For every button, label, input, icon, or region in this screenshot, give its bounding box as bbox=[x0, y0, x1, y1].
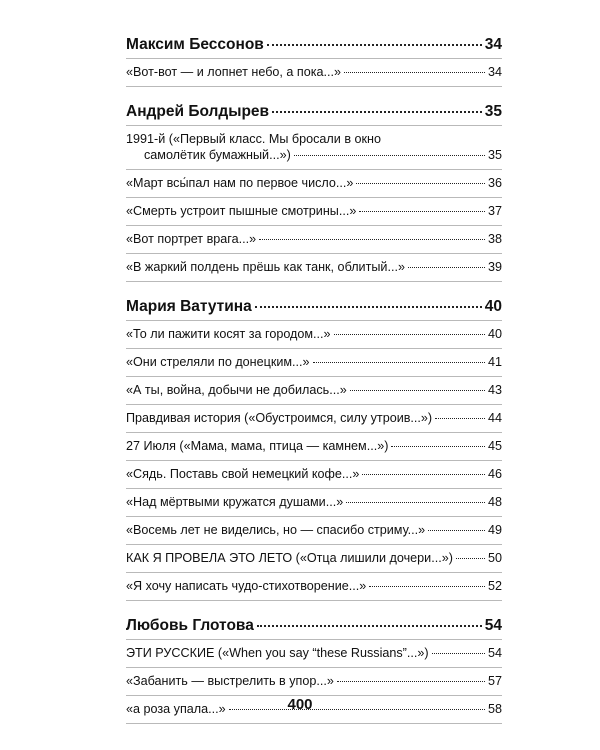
dot-leader bbox=[391, 446, 485, 447]
entry-title: «Сядь. Поставь свой немецкий кофе...» bbox=[126, 467, 360, 481]
entry-title: КАК Я ПРОВЕЛА ЭТО ЛЕТО («Отца лишили дочери...») bbox=[126, 551, 453, 565]
divider bbox=[126, 281, 502, 282]
entry-page-number: 52 bbox=[487, 579, 502, 593]
table-of-contents bbox=[126, 30, 502, 738]
dot-leader bbox=[432, 653, 485, 654]
entry-title: «Вот портрет врага...» bbox=[126, 232, 257, 246]
dot-leader bbox=[337, 681, 485, 682]
entry-page-number: 34 bbox=[487, 65, 502, 79]
toc-entry bbox=[126, 517, 502, 544]
dot-leader bbox=[272, 111, 482, 113]
divider bbox=[126, 600, 502, 601]
entry-title: «В жаркий полдень прёшь как танк, облитый...» bbox=[126, 260, 405, 274]
toc-entry bbox=[126, 433, 502, 460]
entry-title: «Они стреляли по донецким...» bbox=[126, 355, 310, 369]
toc-entry bbox=[126, 668, 502, 695]
dot-leader bbox=[408, 267, 485, 268]
dot-leader bbox=[344, 72, 485, 73]
toc-entry bbox=[126, 254, 502, 281]
toc-entry bbox=[126, 226, 502, 253]
toc-section bbox=[126, 296, 502, 601]
toc-entry bbox=[126, 461, 502, 488]
dot-leader bbox=[257, 625, 482, 627]
entry-page-number: 54 bbox=[487, 646, 502, 660]
entry-page-number: 46 bbox=[487, 467, 502, 481]
entry-page-number: 58 bbox=[487, 702, 502, 716]
entry-title: 27 Июля («Мама, мама, птица — камнем...») bbox=[126, 439, 389, 453]
entry-page-number: 44 bbox=[487, 411, 502, 425]
dot-leader bbox=[362, 474, 485, 475]
entry-title: Правдивая история («Обустроимся, силу утроив...») bbox=[126, 411, 433, 425]
dot-leader bbox=[267, 44, 482, 46]
toc-entry bbox=[126, 405, 502, 432]
entry-title-line1: 1991-й («Первый класс. Мы бросали в окно bbox=[126, 132, 381, 146]
entry-page-number: 48 bbox=[487, 495, 502, 509]
toc-entry bbox=[126, 126, 502, 169]
dot-leader bbox=[435, 418, 485, 419]
author-name: Максим Бессонов bbox=[126, 36, 264, 53]
dot-leader bbox=[346, 502, 485, 503]
toc-entry bbox=[126, 321, 502, 348]
entry-title: «Смерть устроит пышные смотрины...» bbox=[126, 204, 357, 218]
author-name: Любовь Глотова bbox=[126, 617, 254, 634]
toc-section bbox=[126, 34, 502, 87]
entry-title: «А ты, война, добычи не добилась...» bbox=[126, 383, 347, 397]
entry-page-number: 36 bbox=[487, 176, 502, 190]
entry-title: «Март всы́пал нам по первое число...» bbox=[126, 176, 354, 190]
toc-entry bbox=[126, 573, 502, 600]
entry-title: самолётик бумажный...») bbox=[144, 148, 291, 162]
toc-section bbox=[126, 101, 502, 282]
toc-entry bbox=[126, 59, 502, 86]
entry-title: «Забанить — выстрелить в упор...» bbox=[126, 674, 334, 688]
entry-page-number: 50 bbox=[487, 551, 502, 565]
entry-page-number: 37 bbox=[487, 204, 502, 218]
entry-title: «Вот-вот — и лопнет небо, а пока...» bbox=[126, 65, 342, 79]
author-heading bbox=[126, 615, 502, 637]
entry-page-number: 41 bbox=[487, 355, 502, 369]
entry-page-number: 38 bbox=[487, 232, 502, 246]
entry-page-number: 49 bbox=[487, 523, 502, 537]
toc-entry bbox=[126, 198, 502, 225]
dot-leader bbox=[313, 362, 485, 363]
author-page-number: 35 bbox=[484, 103, 502, 120]
toc-entry bbox=[126, 349, 502, 376]
dot-leader bbox=[359, 211, 485, 212]
author-page-number: 54 bbox=[484, 617, 502, 634]
toc-entry bbox=[126, 489, 502, 516]
entry-title: «Я хочу написать чудо-стихотворение...» bbox=[126, 579, 367, 593]
dot-leader bbox=[369, 586, 485, 587]
author-page-number: 34 bbox=[484, 36, 502, 53]
entry-page-number: 45 bbox=[487, 439, 502, 453]
entry-page-number: 39 bbox=[487, 260, 502, 274]
dot-leader bbox=[350, 390, 485, 391]
entry-page-number: 57 bbox=[487, 674, 502, 688]
page-number: 400 bbox=[287, 696, 313, 713]
author-heading bbox=[126, 101, 502, 123]
dot-leader bbox=[428, 530, 485, 531]
entry-title: «То ли пажити косят за городом...» bbox=[126, 327, 331, 341]
entry-page-number: 35 bbox=[487, 148, 502, 162]
dot-leader bbox=[456, 558, 485, 559]
divider bbox=[126, 723, 502, 724]
entry-title: «а роза упала...» bbox=[126, 702, 226, 716]
dot-leader bbox=[356, 183, 485, 184]
entry-page-number: 40 bbox=[487, 327, 502, 341]
author-heading bbox=[126, 34, 502, 56]
divider bbox=[126, 86, 502, 87]
toc-entry bbox=[126, 640, 502, 667]
dot-leader bbox=[294, 155, 485, 156]
dot-leader bbox=[334, 334, 485, 335]
toc-entry bbox=[126, 545, 502, 572]
author-heading bbox=[126, 296, 502, 318]
entry-title: «Над мёртвыми кружатся душами...» bbox=[126, 495, 344, 509]
entry-page-number: 43 bbox=[487, 383, 502, 397]
entry-title: ЭТИ РУССКИЕ («When you say “these Russians”...») bbox=[126, 646, 429, 660]
dot-leader bbox=[255, 306, 482, 308]
author-name: Андрей Болдырев bbox=[126, 103, 270, 120]
author-name: Мария Ватутина bbox=[126, 298, 252, 315]
toc-entry bbox=[126, 170, 502, 197]
author-page-number: 40 bbox=[484, 298, 502, 315]
entry-title: «Восемь лет не виделись, но — спасибо стриму...» bbox=[126, 523, 426, 537]
dot-leader bbox=[259, 239, 485, 240]
toc-entry bbox=[126, 377, 502, 404]
